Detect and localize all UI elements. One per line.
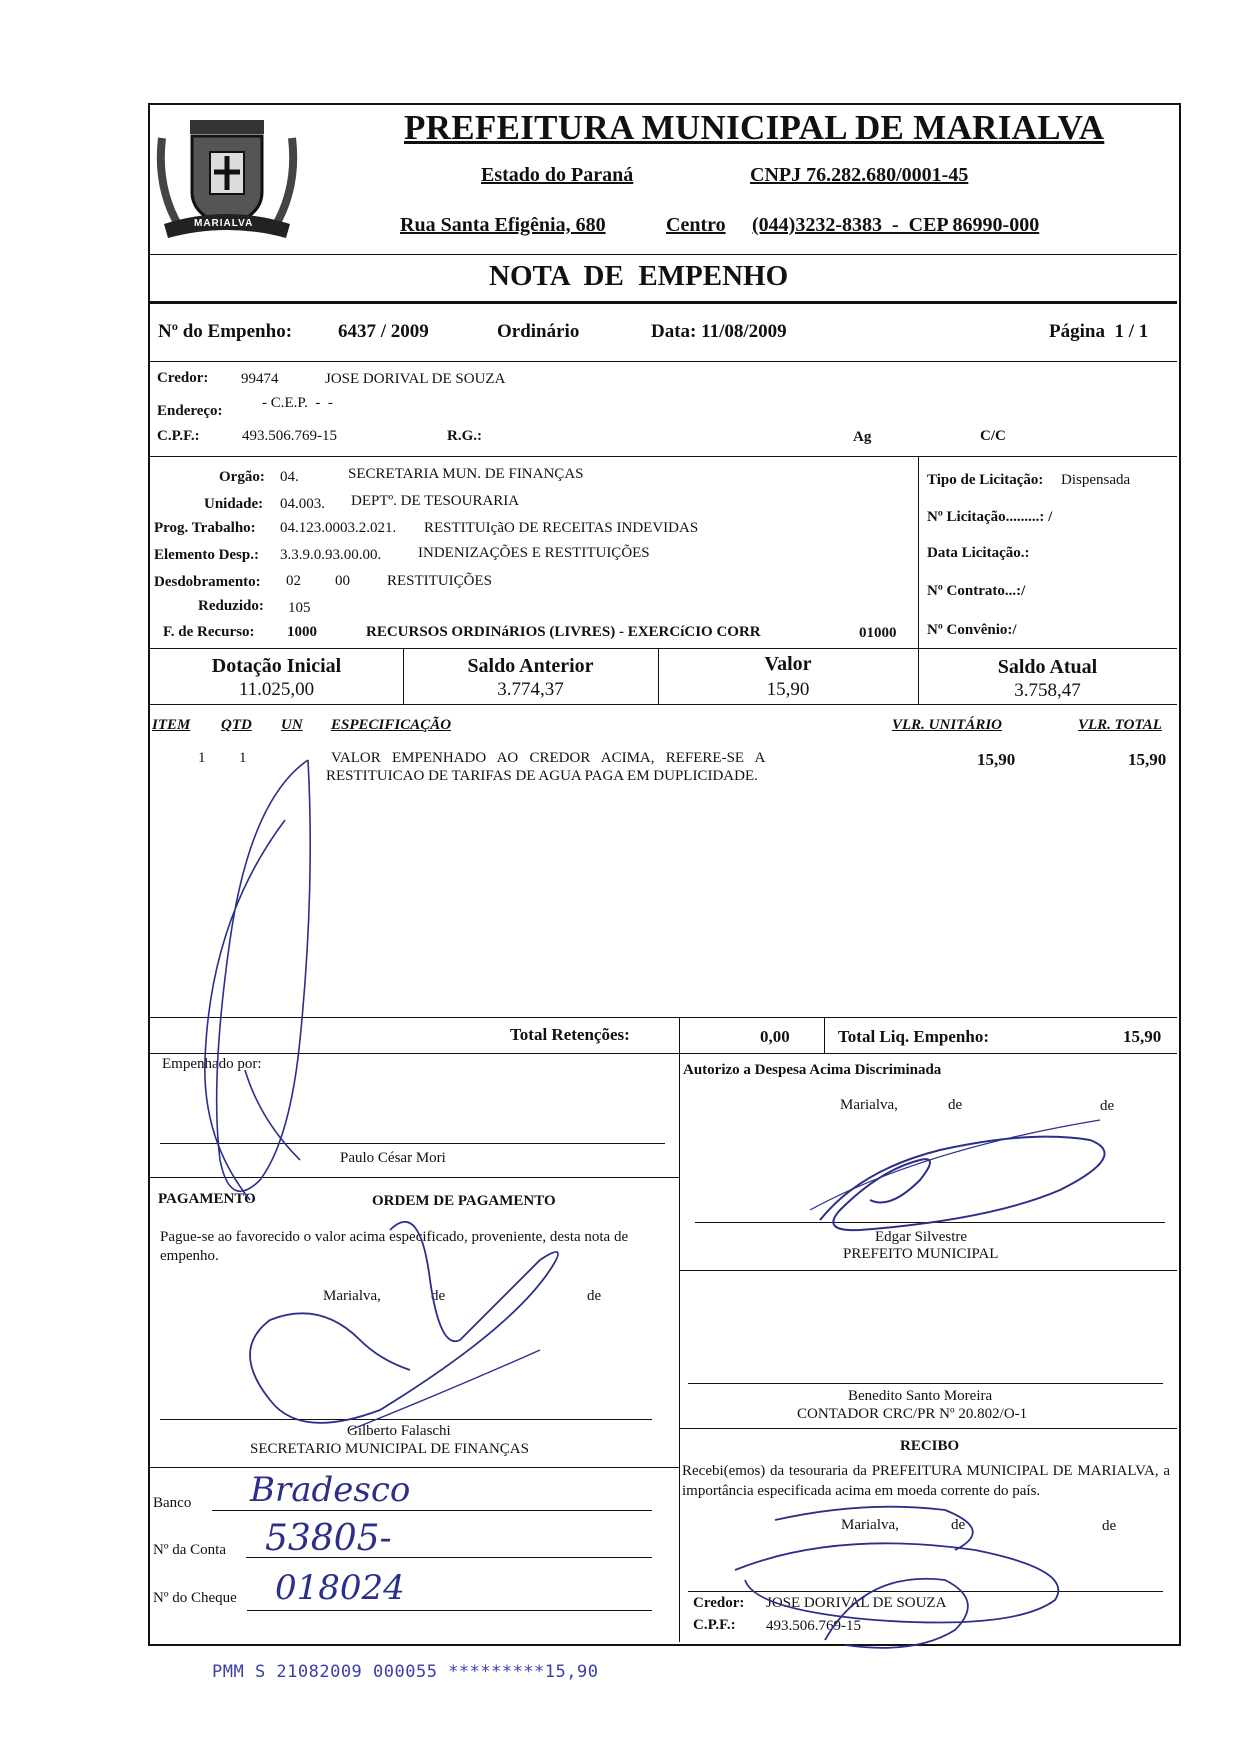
autorizo-label: Autorizo a Despesa Acima Discriminada: [683, 1062, 942, 1078]
pagamento-label: PAGAMENTO: [158, 1191, 256, 1207]
licitacao-date: Data Licitação.:: [927, 545, 1030, 561]
doc-title: NOTA DE EMPENHO: [489, 260, 789, 292]
recibo-title: RECIBO: [900, 1438, 960, 1454]
contrato-number: Nº Contrato...:/: [927, 583, 1026, 599]
crest-motto: MARIALVA: [194, 218, 254, 229]
retencoes-value: 0,00: [760, 1027, 790, 1046]
empenho-date: Data: 11/08/2009: [651, 321, 787, 342]
autorizo-de-1: de: [948, 1097, 963, 1113]
recibo-credor-label: Credor:: [693, 1595, 745, 1611]
valor-value: 15,90: [766, 679, 810, 700]
empenhado-por-name: Paulo César Mori: [340, 1150, 446, 1166]
ordem-pagamento-label: ORDEM DE PAGAMENTO: [372, 1193, 556, 1209]
ag-label: Ag: [853, 429, 872, 445]
endereco-value: - C.E.P. - -: [262, 395, 333, 411]
autorizo-de-2: de: [1100, 1098, 1115, 1114]
empenho-type: Ordinário: [497, 321, 580, 342]
autorizo-city: Marialva,: [840, 1097, 898, 1113]
dotacao-value: 11.025,00: [238, 679, 315, 700]
elemento-code: 3.3.9.0.93.00.00.: [280, 547, 382, 563]
row-total-value: 15,90: [1128, 750, 1167, 769]
col-header-total-value: VLR. TOTAL: [1078, 717, 1162, 733]
orgao-name: SECRETARIA MUN. DE FINANÇAS: [348, 466, 584, 482]
fonte-name: RECURSOS ORDINáRIOS (LIVRES) - EXERCíCIO CORR: [366, 624, 761, 640]
cheque-handwritten: 018024: [275, 1568, 405, 1608]
fonte-label: F. de Recurso:: [163, 624, 255, 640]
licitacao-number: Nº Licitação.........: /: [927, 509, 1053, 525]
cpf-value: 493.506.769-15: [242, 428, 337, 444]
row-desc-line-1: VALOR EMPENHADO AO CREDOR ACIMA, REFERE-SE A: [331, 750, 766, 766]
pagamento-text: Pague-se ao favorecido o valor acima especificado, proveniente, desta nota de empenho.: [160, 1229, 629, 1264]
prog-name: RESTITUIçãO DE RECEITAS INDEVIDAS: [424, 520, 699, 536]
recibo-city: Marialva,: [841, 1517, 899, 1533]
recibo-de-1: de: [951, 1517, 966, 1533]
recibo-cpf-value: 493.506.769-15: [766, 1618, 861, 1634]
header-street: Rua Santa Efigênia, 680: [400, 214, 606, 236]
licitacao-tipo-label: Tipo de Licitação:: [927, 472, 1044, 488]
saldo-anterior-label: Saldo Anterior: [467, 655, 594, 677]
conta-label: Nº da Conta: [153, 1542, 226, 1558]
col-header-spec: ESPECIFICAÇÃO: [331, 717, 452, 733]
unidade-label: Unidade:: [204, 496, 264, 512]
recibo-credor-value: JOSE DORIVAL DE SOUZA: [766, 1595, 947, 1611]
secretario-role: SECRETARIO MUNICIPAL DE FINANÇAS: [250, 1441, 529, 1457]
unidade-code: 04.003.: [280, 496, 325, 512]
unidade-name: DEPTº. DE TESOURARIA: [351, 493, 520, 509]
recibo-de-2: de: [1102, 1518, 1117, 1534]
saldo-atual-label: Saldo Atual: [997, 656, 1098, 678]
prefeito-name: Edgar Silvestre: [875, 1229, 968, 1245]
conta-handwritten: 53805-: [265, 1518, 392, 1559]
desdobramento-label: Desdobramento:: [154, 574, 261, 590]
contador-name: Benedito Santo Moreira: [848, 1388, 993, 1404]
orgao-label: Orgão:: [219, 469, 265, 485]
elemento-label: Elemento Desp.:: [154, 547, 259, 563]
pagamento-de-1: de: [431, 1288, 446, 1304]
prog-code: 04.123.0003.2.021.: [280, 520, 397, 536]
saldo-atual-value: 3.758,47: [1014, 680, 1081, 701]
col-header-un: UN: [281, 717, 303, 733]
contador-role: CONTADOR CRC/PR Nº 20.802/O-1: [797, 1406, 1028, 1422]
processing-stamp: PMM S 21082009 000055 *********15,90: [212, 1662, 599, 1682]
liquido-value: 15,90: [1123, 1027, 1162, 1046]
valor-label: Valor: [764, 653, 812, 675]
reduzido-label: Reduzido:: [198, 598, 264, 614]
col-header-unit-value: VLR. UNITÁRIO: [892, 717, 1003, 733]
header-phone-cep: (044)3232-8383 - CEP 86990-000: [752, 214, 1040, 236]
licitacao-tipo-value: Dispensada: [1061, 472, 1131, 488]
credor-label: Credor:: [157, 370, 209, 386]
orgao-code: 04.: [280, 469, 299, 485]
recibo-cpf-label: C.P.F.:: [693, 1617, 736, 1633]
dotacao-label: Dotação Inicial: [211, 655, 342, 677]
page-title: PREFEITURA MUNICIPAL DE MARIALVA: [404, 108, 1105, 147]
row-unit-value: 15,90: [977, 750, 1016, 769]
row-desc-line-2: RESTITUICAO DE TARIFAS DE AGUA PAGA EM DUPLICIDADE.: [326, 768, 758, 784]
credor-code: 99474: [241, 371, 279, 387]
credor-name: JOSE DORIVAL DE SOUZA: [325, 371, 506, 387]
liquido-label: Total Liq. Empenho:: [838, 1027, 989, 1046]
desdobramento-code-2: 00: [335, 573, 350, 589]
fonte-code: 1000: [287, 624, 317, 640]
prefeito-role: PREFEITO MUNICIPAL: [843, 1246, 999, 1262]
empenhado-por-label: Empenhado por:: [162, 1056, 262, 1072]
rg-label: R.G.:: [447, 428, 482, 444]
retencoes-label: Total Retenções:: [510, 1025, 630, 1044]
empenho-number-label: Nº do Empenho:: [158, 321, 293, 342]
banco-label: Banco: [153, 1495, 192, 1511]
cc-label: C/C: [980, 428, 1006, 444]
cheque-label: Nº do Cheque: [153, 1590, 237, 1606]
col-header-qtd: QTD: [221, 717, 252, 733]
recibo-text: Recebi(emos) da tesouraria da PREFEITURA MUNICIPAL DE MARIALVA, a importância especificada acima em moeda corrente do país.: [682, 1463, 1170, 1499]
row-qtd: 1: [239, 750, 247, 766]
cpf-label: C.P.F.:: [157, 428, 200, 444]
reduzido-value: 105: [288, 600, 311, 616]
endereco-label: Endereço:: [157, 403, 223, 419]
prog-label: Prog. Trabalho:: [154, 520, 256, 536]
secretario-name: Gilberto Falaschi: [347, 1423, 451, 1439]
col-header-item: ITEM: [152, 717, 191, 733]
banco-handwritten: Bradesco: [250, 1470, 411, 1510]
pagamento-de-2: de: [587, 1288, 602, 1304]
pagamento-city: Marialva,: [323, 1288, 381, 1304]
header-cnpj: CNPJ 76.282.680/0001-45: [750, 164, 969, 186]
empenho-number: 6437 / 2009: [338, 321, 429, 342]
header-district: Centro: [666, 214, 726, 236]
page-number: Página 1 / 1: [1049, 321, 1149, 342]
saldo-anterior-value: 3.774,37: [497, 679, 564, 700]
convenio-number: Nº Convênio:/: [927, 622, 1017, 638]
header-state: Estado do Paraná: [481, 164, 634, 186]
fonte-code-2: 01000: [859, 625, 897, 641]
desdobramento-name: RESTITUIÇÕES: [387, 573, 492, 589]
elemento-name: INDENIZAÇÕES E RESTITUIÇÕES: [418, 545, 650, 561]
row-item: 1: [198, 750, 206, 766]
desdobramento-code-1: 02: [286, 573, 301, 589]
